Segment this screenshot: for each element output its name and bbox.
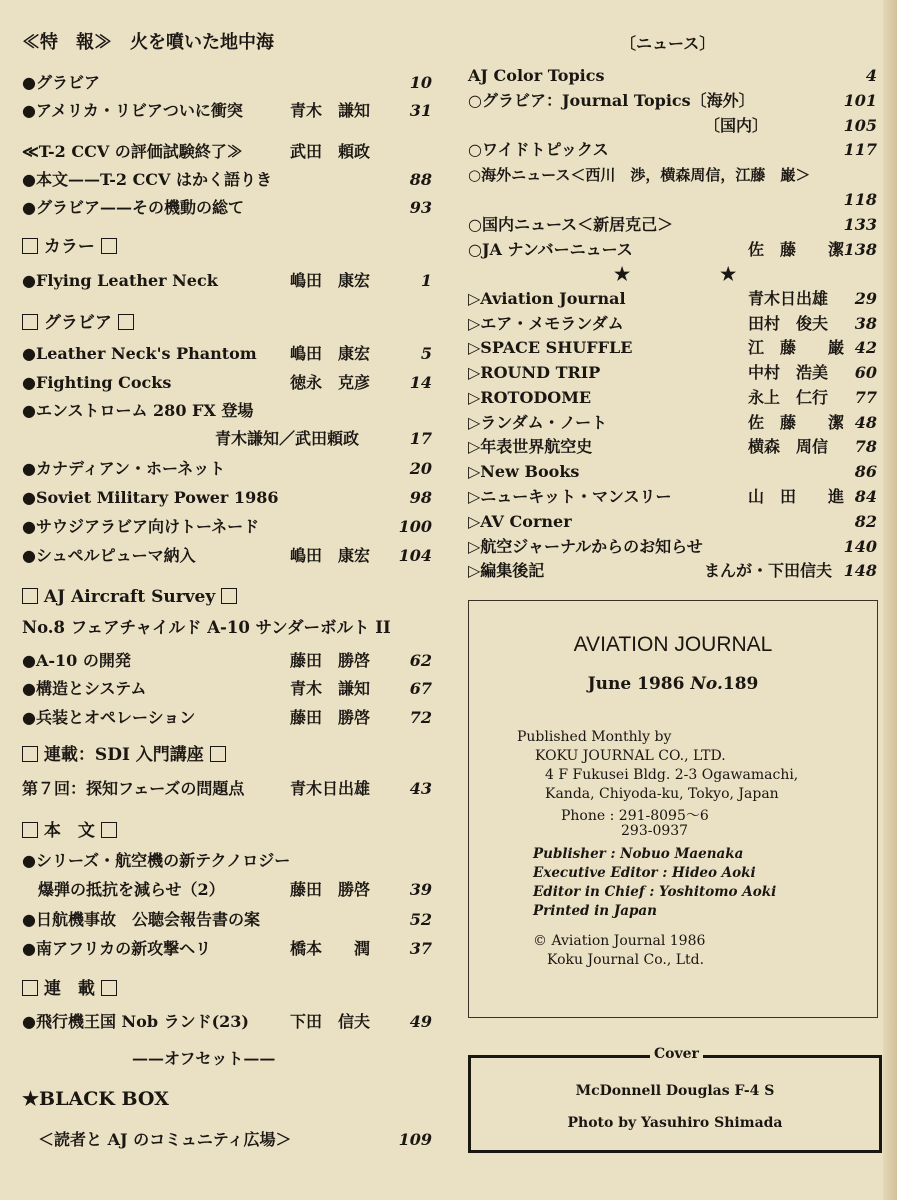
author: 藤田 勝啓 <box>290 880 371 899</box>
toc-entry: ▷エア・メモランダム <box>468 314 624 333</box>
pub-line: Phone : 291-8095～6 <box>561 808 709 824</box>
issue-number: 189 <box>722 674 759 694</box>
author: 嶋田 康宏 <box>290 546 371 565</box>
box-icon <box>210 746 226 762</box>
page-number: 17 <box>409 429 432 448</box>
toc-entry: ▷SPACE SHUFFLE <box>468 338 633 357</box>
author: 佐 藤 潔 <box>748 413 845 432</box>
toc-entry: ▷ROTODOME <box>468 388 592 407</box>
page-number: 10 <box>409 73 432 92</box>
toc-entry: ●兵装とオペレーション <box>22 708 196 727</box>
page-number: 62 <box>409 651 432 670</box>
page-number: 43 <box>409 779 432 798</box>
blackbox-heading: ★BLACK BOX <box>22 1088 169 1110</box>
page-number: 48 <box>854 413 877 432</box>
page-number: 60 <box>854 363 877 382</box>
toc-entry: ○ワイドトピックス <box>468 140 609 159</box>
masthead-title: AVIATION JOURNAL <box>573 633 773 656</box>
pub-line: Kanda, Chiyoda-ku, Tokyo, Japan <box>545 786 779 802</box>
page-number: 117 <box>843 140 877 159</box>
toc-entry: ▷ニューキット・マンスリー <box>468 487 672 506</box>
author: 藤田 勝啓 <box>290 708 371 727</box>
page-number: 98 <box>409 488 432 507</box>
author: 横森 周信 <box>748 437 829 456</box>
author: まんが・下田信夫 <box>704 561 833 580</box>
page-number: 148 <box>843 561 877 580</box>
staff-line: Printed in Japan <box>533 903 657 919</box>
section-title: 連 載 <box>43 979 95 999</box>
toc-entry: 〔国内〕 <box>704 116 769 135</box>
cover-aircraft: McDonnell Douglas F-4 S <box>575 1083 775 1099</box>
toc-entry: ●A-10 の開発 <box>22 651 131 670</box>
toc-entry: AJ Color Topics <box>468 66 605 85</box>
page-number: 88 <box>409 170 432 189</box>
box-icon <box>118 314 134 330</box>
cover-box <box>468 1055 882 1153</box>
page-number: 72 <box>409 708 432 727</box>
page-number: 29 <box>854 289 877 308</box>
section-title: グラビア <box>43 313 112 333</box>
page-number: 49 <box>409 1012 432 1031</box>
box-icon <box>22 588 38 604</box>
page-number: 31 <box>409 101 432 120</box>
author: 江 藤 巌 <box>748 338 845 357</box>
pub-line: KOKU JOURNAL CO., LTD. <box>535 748 726 764</box>
pub-line: Published Monthly by <box>517 729 672 745</box>
special-report-heading: ≪特 報≫ 火を噴いた地中海 <box>22 32 274 53</box>
page-number: 39 <box>409 880 432 899</box>
survey-section-heading <box>22 586 237 608</box>
box-icon <box>22 238 38 254</box>
toc-entry: ●南アフリカの新攻撃ヘリ <box>22 939 212 958</box>
main-section-heading <box>22 820 117 842</box>
section-title: 本 文 <box>43 821 95 841</box>
cover-photo-credit: Photo by Yasuhiro Shimada <box>567 1115 783 1131</box>
toc-entry: ▷Aviation Journal <box>468 289 626 308</box>
survey-title: No.8 フェアチャイルド A-10 サンダーボルト II <box>22 618 391 637</box>
author: 下田 信夫 <box>290 1012 371 1031</box>
toc-entry: ○海外ニュース＜西川 渉，横森周信，江藤 巌＞ <box>468 166 811 184</box>
toc-entry: ○国内ニュース＜新居克己＞ <box>468 215 674 234</box>
t2-heading: ≪T-2 CCV の評価試験終了≫ <box>22 142 243 161</box>
author: 山 田 進 <box>748 487 845 506</box>
author: 徳永 克彦 <box>290 373 371 392</box>
page-number: 78 <box>854 437 877 456</box>
author: 橋本 潤 <box>290 939 371 958</box>
author: 青木日出雄 <box>748 289 829 308</box>
color-section-heading <box>22 236 117 258</box>
page-number: 100 <box>398 517 432 536</box>
toc-entry: ●サウジアラビア向けトーネード <box>22 517 260 536</box>
page-number: 5 <box>420 344 432 363</box>
issue-date: June 1986 <box>587 674 685 694</box>
staff-line: Editor in Chief : Yoshitomo Aoki <box>533 884 777 900</box>
page-number: 118 <box>843 190 877 209</box>
stars-divider: ★ ★ <box>614 264 737 285</box>
toc-entry: 爆弾の抵抗を減らせ（2） <box>22 880 225 899</box>
masthead-box <box>468 600 878 1018</box>
author: 青木 謙知 <box>290 679 371 698</box>
author: 藤田 勝啓 <box>290 651 371 670</box>
author: 佐 藤 潔 <box>748 240 845 259</box>
page-number: 84 <box>854 487 877 506</box>
staff-line: Executive Editor : Hideo Aoki <box>533 865 756 881</box>
author: 永上 仁行 <box>748 388 829 407</box>
sdi-section-heading <box>22 744 226 766</box>
toc-entry: ▷ランダム・ノート <box>468 413 608 432</box>
box-icon <box>22 314 38 330</box>
page-number: 77 <box>854 388 877 407</box>
page-number: 20 <box>409 459 432 478</box>
page-number: 105 <box>843 116 877 135</box>
toc-entry: ●シュペルピューマ納入 <box>22 546 196 565</box>
author: 田村 俊夫 <box>748 314 829 333</box>
page-number: 109 <box>398 1130 432 1149</box>
page-number: 101 <box>843 91 877 110</box>
box-icon <box>22 746 38 762</box>
page-number: 140 <box>843 537 877 556</box>
toc-entry: ▷ROUND TRIP <box>468 363 601 382</box>
page-number: 67 <box>409 679 432 698</box>
page-number: 93 <box>409 198 432 217</box>
toc-entry: ●Fighting Cocks <box>22 373 172 392</box>
staff-line: Publisher : Nobuo Maenaka <box>533 846 744 862</box>
toc-entry: 第７回：探知フェーズの問題点 <box>22 779 245 798</box>
pub-line: 4 F Fukusei Bldg. 2-3 Ogawamachi, <box>545 767 799 783</box>
toc-entry: ●グラビア <box>22 73 100 92</box>
page-number: 37 <box>409 939 432 958</box>
box-icon <box>22 980 38 996</box>
author: 武田 頼政 <box>290 142 371 161</box>
toc-entry: ▷年表世界航空史 <box>468 437 593 456</box>
page-number: 4 <box>865 66 877 85</box>
toc-entry: ▷New Books <box>468 462 580 481</box>
toc-entry: ●エンストローム 280 FX 登場 <box>22 401 254 420</box>
page-number: 1 <box>420 271 432 290</box>
serial-section-heading <box>22 978 117 1000</box>
page-number: 104 <box>398 546 432 565</box>
toc-entry: ●シリーズ・航空機の新テクノロジー <box>22 851 291 870</box>
news-heading: 〔ニュース〕 <box>620 34 716 53</box>
author: 嶋田 康宏 <box>290 271 371 290</box>
toc-entry: ●カナディアン・ホーネット <box>22 459 226 478</box>
toc-entry: ○JA ナンバーニュース <box>468 240 633 259</box>
toc-entry: ●構造とシステム <box>22 679 147 698</box>
cover-legend: Cover <box>650 1046 703 1062</box>
toc-entry: ●日航機事故 公聴会報告書の案 <box>22 910 260 929</box>
toc-entry: ●Soviet Military Power 1986 <box>22 488 279 507</box>
box-icon <box>101 980 117 996</box>
copyright-line: © Aviation Journal 1986 <box>533 933 706 949</box>
page-number: 133 <box>843 215 877 234</box>
gravure-section-heading <box>22 312 134 334</box>
page-number: 138 <box>843 240 877 259</box>
toc-entry: ●アメリカ・リビアついに衝突 <box>22 101 243 120</box>
section-title: カラー <box>43 237 95 257</box>
section-title: AJ Aircraft Survey <box>43 587 216 607</box>
box-icon <box>101 822 117 838</box>
copyright-line: Koku Journal Co., Ltd. <box>547 952 705 968</box>
box-icon <box>22 822 38 838</box>
toc-entry: ●飛行機王国 Nob ランド(23) <box>22 1012 249 1031</box>
page-number: 82 <box>854 512 877 531</box>
page-number: 38 <box>854 314 877 333</box>
author: 青木日出雄 <box>290 779 371 798</box>
offset-label: ——オフセット—— <box>132 1049 276 1068</box>
page-number: 86 <box>854 462 877 481</box>
box-icon <box>101 238 117 254</box>
pub-line: 293-0937 <box>621 823 689 839</box>
issue-no-label: No. <box>690 674 723 694</box>
page-number: 42 <box>854 338 877 357</box>
author: 青木 謙知 <box>290 101 371 120</box>
section-title: 連載：SDI 入門講座 <box>43 745 204 765</box>
page-number: 14 <box>409 373 432 392</box>
toc-entry: ●Flying Leather Neck <box>22 271 218 290</box>
author: 青木謙知／武田頼政 <box>215 429 360 448</box>
toc-entry: ●本文——T-2 CCV はかく語りき <box>22 170 273 189</box>
toc-entry: ▷編集後記 <box>468 561 545 580</box>
toc-entry: ●グラビア——その機動の総て <box>22 198 244 217</box>
toc-entry: ○グラビア：Journal Topics〔海外〕 <box>468 91 755 110</box>
toc-entry: ▷航空ジャーナルからのお知らせ <box>468 537 703 556</box>
issue-line <box>469 674 877 694</box>
author: 嶋田 康宏 <box>290 344 371 363</box>
box-icon <box>221 588 237 604</box>
page-edge <box>883 0 897 1200</box>
toc-entry: ▷AV Corner <box>468 512 572 531</box>
author: 中村 浩美 <box>748 363 829 382</box>
toc-entry: ＜読者と AJ のコミュニティ広場＞ <box>38 1130 292 1149</box>
page-number: 52 <box>409 910 432 929</box>
toc-entry: ●Leather Neck's Phantom <box>22 344 257 363</box>
